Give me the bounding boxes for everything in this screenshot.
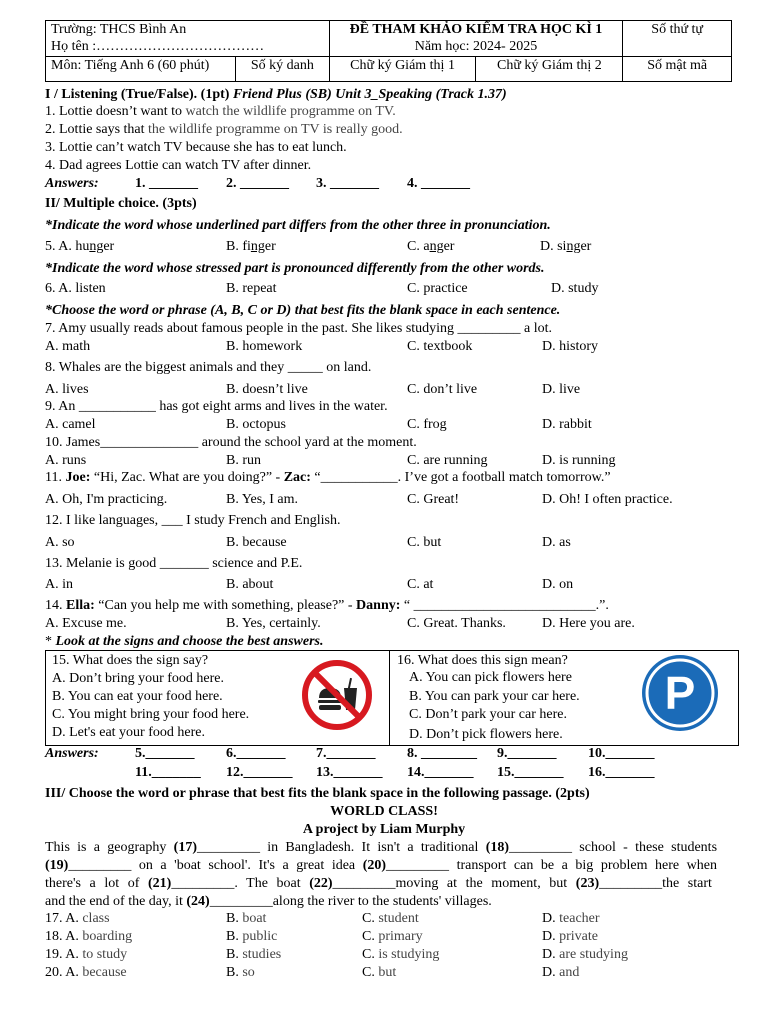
q14-stem xyxy=(45,597,609,614)
option-text: and xyxy=(559,965,580,980)
blank-number: (23) xyxy=(575,876,600,891)
option-text: so xyxy=(242,965,255,980)
q11-option-a: A. Oh, I'm practicing. xyxy=(45,492,168,507)
q5-a-pre: hu xyxy=(75,239,90,254)
school-cell xyxy=(46,21,330,57)
option-letter: D. xyxy=(542,929,560,944)
blank-number: (19) xyxy=(45,858,69,873)
student-name-line: Họ tên :……………………………… xyxy=(51,39,265,54)
q5-a-post: er xyxy=(103,239,115,254)
subject-cell xyxy=(46,57,236,82)
q5-b-post: er xyxy=(264,239,276,254)
proctor1-label: Chữ ký Giám thị 1 xyxy=(350,58,455,73)
q15-stem: 15. What does the sign say? xyxy=(52,653,209,668)
passage-line xyxy=(45,839,717,856)
q14-number: 14. xyxy=(45,598,66,613)
option-text: is studying xyxy=(378,947,440,962)
part1-heading-source: Friend Plus (SB) Unit 3_Speaking (Track 1.37) xyxy=(232,87,507,102)
option-letter: B. xyxy=(226,929,243,944)
q19-option-d xyxy=(542,946,628,963)
school-name: Trường: THCS Bình An xyxy=(51,22,187,37)
q8-stem: 8. Whales are the biggest animals and they _____ on land. xyxy=(45,360,372,375)
q5-number: 5. A. xyxy=(45,239,76,254)
q9-option-b: B. octopus xyxy=(226,417,286,432)
passage-text: _________moving at the moment, but xyxy=(332,876,576,891)
passage-subtitle: A project by Liam Murphy xyxy=(302,822,466,837)
passage-text: and the end of the day, it xyxy=(45,894,187,909)
passage-text: _________ transport can be a big problem here when xyxy=(386,858,717,873)
q5-a-underlined: ng xyxy=(89,239,104,254)
proctor1-cell xyxy=(329,57,476,82)
signs-instruction xyxy=(45,633,323,650)
option-letter: C. xyxy=(362,929,379,944)
answer-6[interactable]: 6._______ xyxy=(226,746,286,761)
option-letter: B. xyxy=(226,911,243,926)
q8-option-d: D. live xyxy=(542,382,581,397)
q13-option-a: A. in xyxy=(45,577,73,592)
proctor2-cell xyxy=(476,57,623,82)
q11-joe-line: “Hi, Zac. What are you doing?” - xyxy=(90,470,284,485)
q18-option-a xyxy=(45,928,132,945)
q5-c-pre: C. a xyxy=(407,239,430,254)
q14-danny-line: “ __________________________.”. xyxy=(400,598,609,613)
q11-number: 11. xyxy=(45,470,66,485)
signs-box-divider xyxy=(389,650,390,745)
part1-answer-2[interactable]: 2. _______ xyxy=(226,176,289,191)
q8-option-a: A. lives xyxy=(45,382,89,397)
option-text: studies xyxy=(242,947,282,962)
q5-option-b xyxy=(226,238,276,255)
secret-code-label: Số mật mã xyxy=(647,58,708,73)
q14-speaker-ella: Ella: xyxy=(66,598,95,613)
part1-item-1 xyxy=(45,103,396,120)
option-letter: 20. A. xyxy=(45,965,83,980)
q12-option-d: D. as xyxy=(542,535,571,550)
blank-number: (20) xyxy=(362,858,387,873)
part1-heading xyxy=(45,86,507,103)
signs-instruction-star: * xyxy=(45,634,56,649)
q15-option-d: D. Let's eat your food here. xyxy=(52,725,205,740)
q11-stem xyxy=(45,469,611,486)
passage-text: _________along the river to the students' villages. xyxy=(209,894,492,909)
parking-sign-icon xyxy=(641,654,719,732)
q17-option-a xyxy=(45,910,110,927)
option-letter: 18. A. xyxy=(45,929,83,944)
q18-option-c xyxy=(362,928,423,945)
answer-9[interactable]: 9._______ xyxy=(497,746,557,761)
option-text: student xyxy=(378,911,419,926)
passage-line xyxy=(45,875,712,892)
q7-option-a: A. math xyxy=(45,339,91,354)
option-letter: C. xyxy=(362,947,379,962)
proctor2-label: Chữ ký Giám thị 2 xyxy=(496,58,602,73)
q11-option-c: C. Great! xyxy=(407,492,460,507)
option-letter: 19. A. xyxy=(45,947,83,962)
q13-option-d: D. on xyxy=(542,577,574,592)
q5-b-underlined: ng xyxy=(250,239,265,254)
header-table xyxy=(45,20,732,82)
q5-d-underlined: ng xyxy=(566,239,581,254)
q15-option-c: C. You might bring your food here. xyxy=(52,707,250,722)
option-text: teacher xyxy=(559,911,600,926)
part1-item-2 xyxy=(45,121,403,138)
q10-option-d: D. is running xyxy=(542,453,616,468)
option-text: public xyxy=(242,929,278,944)
part1-answers-label: Answers: xyxy=(45,176,99,191)
exam-title-cell xyxy=(329,21,623,57)
choose-instruction: *Choose the word or phrase (A, B, C or D) that best fits the blank space in each sentence. xyxy=(45,303,561,318)
option-text: but xyxy=(378,965,397,980)
q9-stem: 9. An ___________ has got eight arms and lives in the water. xyxy=(45,399,388,414)
part2-heading: II/ Multiple choice. (3pts) xyxy=(45,196,197,211)
answer-11[interactable]: 11._______ xyxy=(135,765,201,780)
blank-number: (22) xyxy=(309,876,333,891)
passage-line xyxy=(45,893,492,910)
answer-10[interactable]: 10._______ xyxy=(588,746,655,761)
q5-c-post: er xyxy=(443,239,455,254)
passage-text: there's a lot of xyxy=(45,876,148,891)
q8-option-c: C. don’t live xyxy=(407,382,478,397)
q11-speaker-joe: Joe: xyxy=(65,470,91,485)
q13-stem: 13. Melanie is good _______ science and P.E. xyxy=(45,556,303,571)
q9-option-c: C. frog xyxy=(407,417,447,432)
answer-16[interactable]: 16._______ xyxy=(588,765,655,780)
q5-option-d xyxy=(540,238,591,255)
option-text: primary xyxy=(378,929,423,944)
passage-title: WORLD CLASS! xyxy=(330,804,438,819)
q10-option-a: A. runs xyxy=(45,453,87,468)
part1-item-4 xyxy=(45,157,311,174)
option-letter: B. xyxy=(226,965,243,980)
passage-text: _________the start xyxy=(599,876,712,891)
option-letter: 17. A. xyxy=(45,911,83,926)
option-letter: C. xyxy=(362,965,379,980)
option-text: to study xyxy=(82,947,128,962)
order-number-label: Số thứ tự xyxy=(651,22,704,37)
q5-b-pre: B. fi xyxy=(226,239,251,254)
q11-zac-line: “___________. I’ve got a football match tomorrow.” xyxy=(310,470,611,485)
q8-option-b: B. doesn’t live xyxy=(226,382,308,397)
q20-option-c xyxy=(362,964,396,981)
no-food-sign-icon xyxy=(300,658,374,732)
q10-option-c: C. are running xyxy=(407,453,488,468)
parking-sign-letter: P xyxy=(664,667,696,719)
answer-7[interactable]: 7._______ xyxy=(316,746,376,761)
part1-item-4-a: 4. Dad agrees Lottie can watch TV after dinner. xyxy=(45,158,312,173)
option-text: private xyxy=(559,929,598,944)
signs-instruction-text: Look at the signs and choose the best answers. xyxy=(55,634,324,649)
q12-option-b: B. because xyxy=(226,535,287,550)
passage-text: _________. The boat xyxy=(171,876,310,891)
part1-item-2-b: the wildlife programme on TV is really good. xyxy=(148,122,403,137)
answer-15[interactable]: 15._______ xyxy=(497,765,564,780)
q14-option-b: B. Yes, certainly. xyxy=(226,616,321,631)
part1-item-3-a: 3. Lottie can’t watch TV because she has to eat lunch. xyxy=(45,140,347,155)
q16-option-c: C. Don’t park your car here. xyxy=(409,707,567,722)
subject-label: Môn: Tiếng Anh 6 (60 phút) xyxy=(51,58,210,73)
q6-option-a: 6. A. listen xyxy=(45,281,106,296)
q11-option-d: D. Oh! I often practice. xyxy=(542,492,673,507)
blank-number: (17) xyxy=(173,840,197,855)
q5-option-a xyxy=(45,238,114,255)
part1-answer-1[interactable]: 1. _______ xyxy=(135,176,198,191)
q7-option-d: D. history xyxy=(542,339,598,354)
q12-stem: 12. I like languages, ___ I study French and English. xyxy=(45,513,341,528)
q11-option-b: B. Yes, I am. xyxy=(226,492,298,507)
answer-14[interactable]: 14._______ xyxy=(407,765,474,780)
q17-option-c xyxy=(362,910,419,927)
q16-stem: 16. What does this sign mean? xyxy=(397,653,568,668)
q11-speaker-zac: Zac: xyxy=(283,470,311,485)
order-number-cell xyxy=(623,21,732,57)
q5-c-underlined: ng xyxy=(429,239,444,254)
q6-option-b: B. repeat xyxy=(226,281,277,296)
stress-instruction: *Indicate the word whose stressed part is pronounced differently from the other words. xyxy=(45,261,545,276)
q18-option-d xyxy=(542,928,598,945)
school-year: Năm học: 2024- 2025 xyxy=(414,39,538,54)
part1-item-3 xyxy=(45,139,347,156)
blank-number: (24) xyxy=(186,894,210,909)
q14-option-c: C. Great. Thanks. xyxy=(407,616,506,631)
blank-number: (21) xyxy=(147,876,172,891)
candidate-number-cell xyxy=(236,57,330,82)
part1-item-1-a: 1. Lottie doesn’t want to xyxy=(45,104,186,119)
q14-option-a: A. Excuse me. xyxy=(45,616,127,631)
q9-option-d: D. rabbit xyxy=(542,417,592,432)
part1-heading-main: I / Listening (True/False). (1pt) xyxy=(45,87,233,102)
q14-ella-line: “Can you help me with something, please?” - xyxy=(94,598,357,613)
part1-item-2-a: 2. Lottie says that xyxy=(45,122,149,137)
passage-text: This is a geography xyxy=(45,840,174,855)
passage-text: _________ on a 'boat school'. It's a great idea xyxy=(68,858,363,873)
q13-option-c: C. at xyxy=(407,577,434,592)
q16-option-b: B. You can park your car here. xyxy=(409,689,580,704)
q17-option-b xyxy=(226,910,266,927)
q9-option-a: A. camel xyxy=(45,417,96,432)
answer-5[interactable]: 5._______ xyxy=(135,746,195,761)
answer-13[interactable]: 13._______ xyxy=(316,765,383,780)
candidate-number-label: Số ký danh xyxy=(250,58,314,73)
q16-option-d: D. Don’t pick flowers here. xyxy=(409,727,563,742)
answer-12[interactable]: 12._______ xyxy=(226,765,293,780)
part3-heading: III/ Choose the word or phrase that best fits the blank space in the following passage. (2pts) xyxy=(45,786,590,801)
option-letter: D. xyxy=(542,965,560,980)
q19-option-c xyxy=(362,946,439,963)
q16-option-a: A. You can pick flowers here xyxy=(409,670,572,685)
q10-option-b: B. run xyxy=(226,453,261,468)
q5-d-post: er xyxy=(580,239,592,254)
q20-option-a xyxy=(45,964,127,981)
q19-option-b xyxy=(226,946,281,963)
q20-option-d xyxy=(542,964,579,981)
pronunciation-instruction: *Indicate the word whose underlined part differs from the other three in pronunciation. xyxy=(45,218,551,233)
q12-option-c: C. but xyxy=(407,535,442,550)
q6-option-d: D. study xyxy=(551,281,599,296)
q14-speaker-danny: Danny: xyxy=(356,598,401,613)
q10-stem: 10. James______________ around the school yard at the moment. xyxy=(45,435,417,450)
q5-option-c xyxy=(407,238,454,255)
part2-answers-label: Answers: xyxy=(45,746,99,761)
secret-code-cell xyxy=(623,57,732,82)
passage-text: _________ school - these students xyxy=(509,840,718,855)
passage-text: _________ in Bangladesh. It isn't a traditional xyxy=(196,840,486,855)
part1-answer-4[interactable]: 4. _______ xyxy=(407,176,470,191)
q7-option-b: B. homework xyxy=(226,339,303,354)
passage-line xyxy=(45,857,717,874)
q6-option-c: C. practice xyxy=(407,281,468,296)
option-text: because xyxy=(82,965,127,980)
option-text: class xyxy=(82,911,110,926)
option-letter: D. xyxy=(542,947,560,962)
option-text: boarding xyxy=(82,929,133,944)
q7-stem: 7. Amy usually reads about famous people in the past. She likes studying _________ a lot. xyxy=(45,321,553,336)
q19-option-a xyxy=(45,946,127,963)
q15-option-a: A. Don’t bring your food here. xyxy=(52,671,224,686)
option-text: are studying xyxy=(559,947,628,962)
answer-8[interactable]: 8. ________ xyxy=(407,746,477,761)
q7-option-c: C. textbook xyxy=(407,339,473,354)
option-letter: B. xyxy=(226,947,243,962)
option-letter: D. xyxy=(542,911,560,926)
option-letter: C. xyxy=(362,911,379,926)
q20-option-b xyxy=(226,964,255,981)
option-text: boat xyxy=(242,911,267,926)
q14-option-d: D. Here you are. xyxy=(542,616,635,631)
q15-option-b: B. You can eat your food here. xyxy=(52,689,223,704)
q12-option-a: A. so xyxy=(45,535,75,550)
q18-option-b xyxy=(226,928,277,945)
blank-number: (18) xyxy=(485,840,510,855)
q13-option-b: B. about xyxy=(226,577,274,592)
q17-option-d xyxy=(542,910,600,927)
part1-item-1-b: watch the wildlife programme on TV. xyxy=(185,104,396,119)
q5-d-pre: D. si xyxy=(540,239,567,254)
exam-title: ĐỀ THAM KHẢO KIỂM TRA HỌC KÌ 1 xyxy=(349,22,603,37)
part1-answer-3[interactable]: 3. _______ xyxy=(316,176,379,191)
